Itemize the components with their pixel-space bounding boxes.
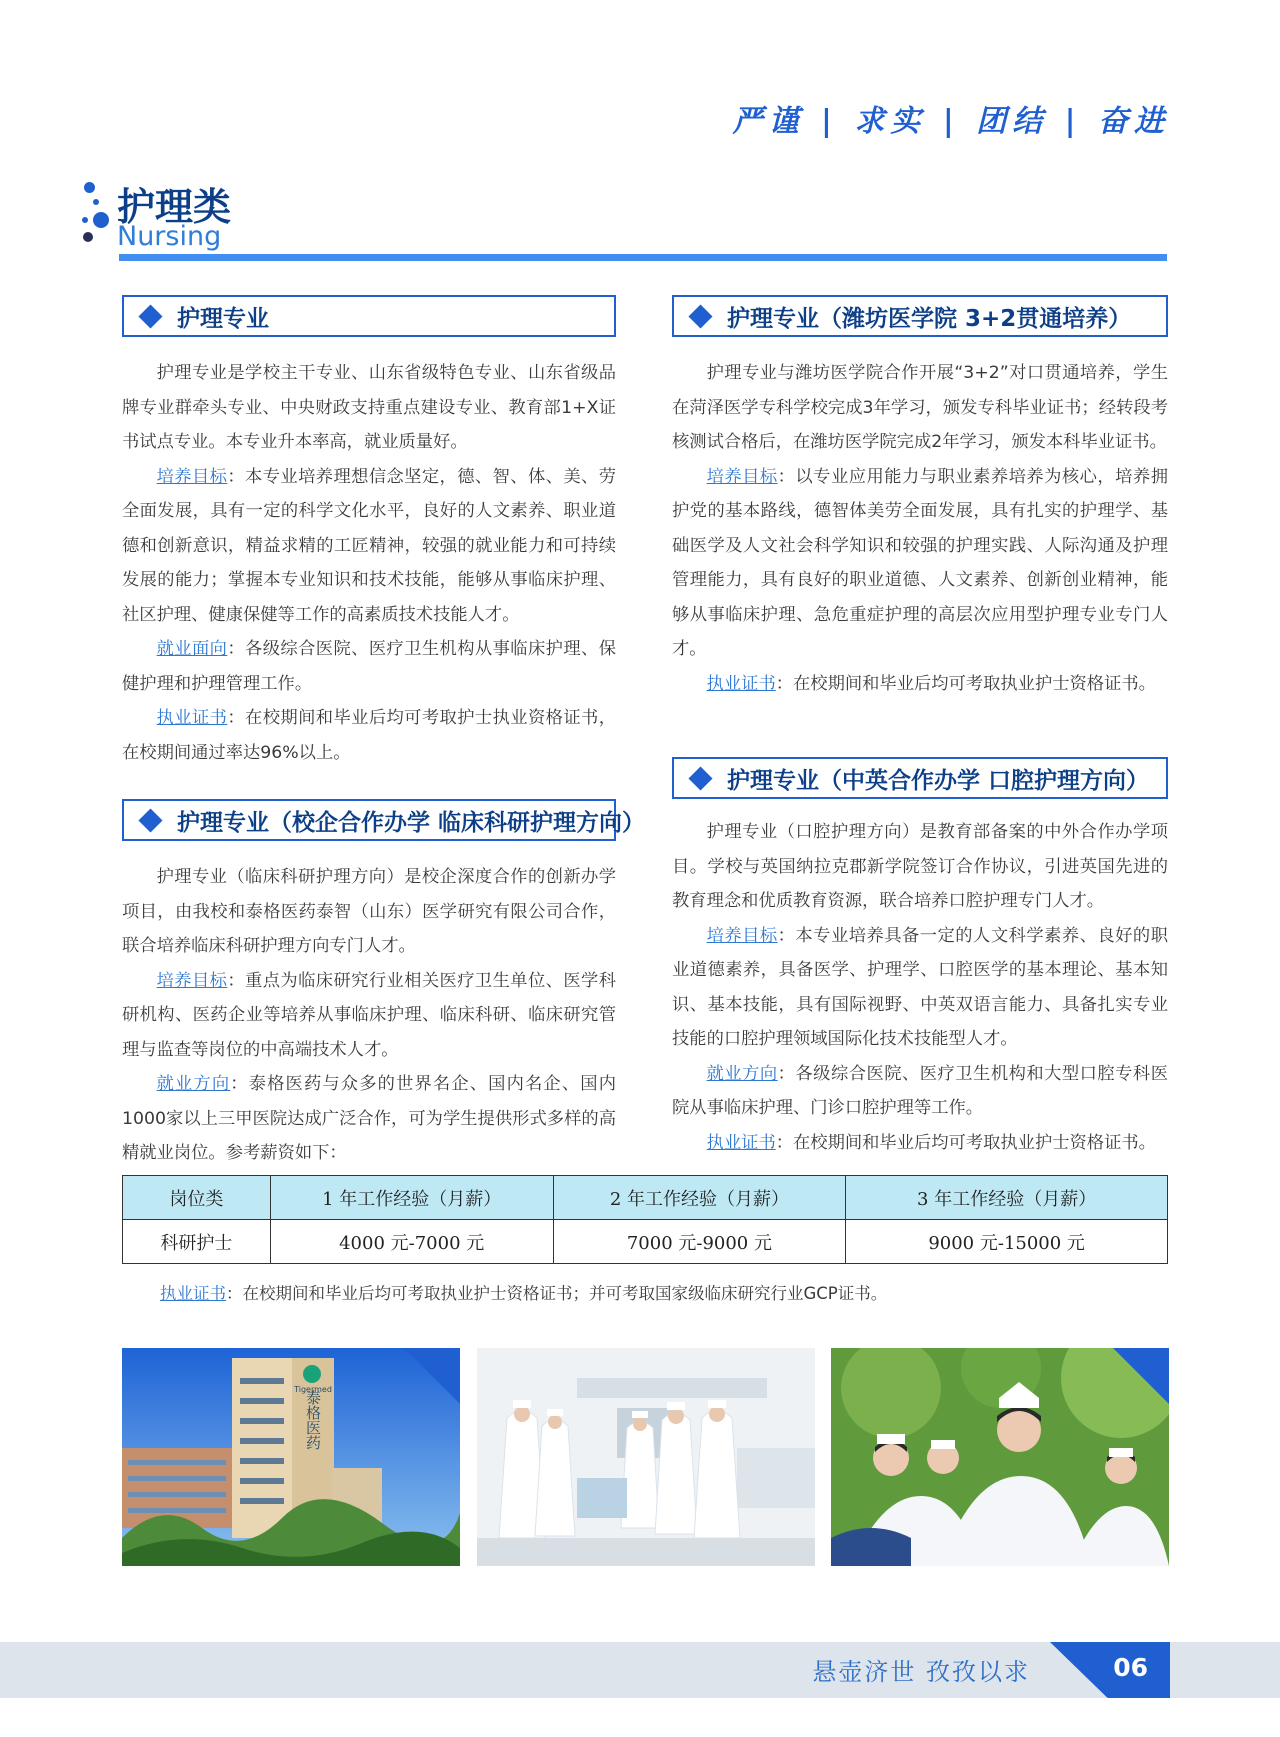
section-title: 护理专业（校企合作办学 临床科研护理方向） [177, 809, 646, 836]
training-goal: 培养目标：本专业培养理想信念坚定，德、智、体、美、劳全面发展，具有一定的科学文化水平，良好的人文素养、职业道德和创新意识，精益求精的工匠精神，较强的就业能力和可持续发展的能力；掌握本专业知识和技术技能，能够从事临床护理、社区护理、健康保健等工作的高素质技术技能人才。 [122, 466, 616, 625]
section-body-weifang [672, 356, 1168, 701]
employment: 就业方向：各级综合医院、医疗卫生机构和大型口腔专科医院从事临床护理、门诊口腔护理等工作。 [672, 1063, 1168, 1118]
employment-label: 就业方向 [706, 1063, 778, 1084]
employment-label: 就业面向 [156, 639, 228, 659]
photo-corner-accent [404, 1348, 460, 1404]
page-footer [0, 1642, 1280, 1698]
section-title: 护理专业 [177, 305, 269, 332]
page-motto: 严谨 | 求实 | 团结 | 奋进 [732, 104, 1170, 139]
page-number: 06 [1113, 1653, 1148, 1682]
certificate-label: 执业证书 [706, 673, 776, 694]
diamond-icon [138, 304, 162, 328]
photo-nursing-training [477, 1348, 815, 1566]
table-cell: 4000 元-7000 元 [270, 1220, 553, 1264]
table-certificate-note: 执业证书：在校期间和毕业后均可考取执业护士资格证书；并可考取国家级临床研究行业GCP证书。 [160, 1284, 888, 1303]
building-sign: 泰格医药 [304, 1390, 322, 1450]
title-divider [119, 254, 1167, 261]
section-body-clinical-research [122, 860, 616, 1171]
training-goal-label: 培养目标 [706, 466, 778, 487]
training-goal: 培养目标：重点为临床研究行业相关医疗卫生单位、医学科研机构、医药企业等培养从事临床护理、临床科研、临床研究管理与监查等岗位的中高端技术人才。 [122, 970, 616, 1060]
decorative-dots-icon [80, 182, 120, 252]
table-header-row [123, 1176, 1168, 1220]
training-goal: 培养目标：本专业培养具备一定的人文科学素养、良好的职业道德素养，具备医学、护理学、口腔医学的基本理论、基本知识、基本技能，具有国际视野、中英双语言能力、具备扎实专业技能的口腔护理领域国际化技术技能型人才。 [672, 925, 1168, 1049]
table-row [123, 1220, 1168, 1264]
employment: 就业方向：泰格医药与众多的世界名企、国内名企、国内1000家以上三甲医院达成广泛合作，可为学生提供形式多样的高精就业岗位。参考薪资如下： [122, 1074, 616, 1163]
section-body-sino-british [672, 815, 1168, 1160]
section-header-sino-british [672, 757, 1168, 799]
section-header-nursing [122, 295, 616, 337]
section-title: 护理专业（中英合作办学 口腔护理方向） [727, 767, 1150, 794]
photo-corner-accent [1113, 1348, 1169, 1404]
certificate-label: 执业证书 [160, 1284, 226, 1303]
training-goal-label: 培养目标 [156, 466, 228, 487]
employment: 就业面向：各级综合医院、医疗卫生机构从事临床护理、保健护理和护理管理工作。 [122, 639, 616, 694]
certificate-label: 执业证书 [156, 708, 228, 728]
building-logo: Tigermed [294, 1385, 332, 1394]
table-cell: 9000 元-15000 元 [846, 1220, 1168, 1264]
training-goal: 培养目标：以专业应用能力与职业素养培养为核心，培养拥护党的基本路线，德智体美劳全面发展，具有扎实的护理学、基础医学及人文社会科学知识和较强的护理实践、人际沟通及护理管理能力，具有良好的职业道德、人文素养、创新创业精神，能够从事临床护理、急危重症护理的高层次应用型护理专业专门人才。 [672, 466, 1168, 659]
diamond-icon [688, 766, 712, 790]
section-title: 护理专业（潍坊医学院 3+2贯通培养） [727, 305, 1132, 332]
table-header-cell: 2 年工作经验（月薪） [553, 1176, 846, 1220]
section-header-weifang [672, 295, 1168, 337]
section-intro: 护理专业（口腔护理方向）是教育部备案的中外合作办学项目。学校与英国纳拉克郡新学院签订合作协议，引进英国先进的教育理念和优质教育资源，联合培养口腔护理专门人才。 [672, 822, 1168, 911]
certificate-label: 执业证书 [706, 1132, 776, 1153]
footer-slogan: 悬壶济世 孜孜以求 [812, 1658, 1030, 1686]
page-number-tab [1050, 1642, 1170, 1698]
category-subtitle: Nursing [117, 221, 222, 252]
photo-tigermed-building [122, 1348, 460, 1566]
certificate: 执业证书：在校期间和毕业后均可考取执业护士资格证书。 [706, 1132, 1156, 1153]
training-goal-label: 培养目标 [706, 925, 778, 946]
certificate: 执业证书：在校期间和毕业后均可考取执业护士资格证书。 [706, 673, 1156, 694]
employment-label: 就业方向 [156, 1074, 231, 1094]
section-intro: 护理专业与潍坊医学院合作开展“3+2”对口贯通培养，学生在菏泽医学专科学校完成3年学习，颁发专科毕业证书；经转段考核测试合格后，在潍坊医学院完成2年学习，颁发本科毕业证书。 [672, 363, 1168, 452]
section-intro: 护理专业是学校主干专业、山东省级特色专业、山东省级品牌专业群牵头专业、中央财政支持重点建设专业、教育部1+X证书试点专业。本专业升本率高，就业质量好。 [122, 363, 616, 452]
section-intro: 护理专业（临床科研护理方向）是校企深度合作的创新办学项目，由我校和泰格医药泰智（山东）医学研究有限公司合作，联合培养临床科研护理方向专门人才。 [122, 867, 616, 956]
salary-table [122, 1175, 1168, 1264]
diamond-icon [138, 808, 162, 832]
training-goal-label: 培养目标 [156, 970, 228, 991]
table-header-cell: 1 年工作经验（月薪） [270, 1176, 553, 1220]
category-title: 护理类 [117, 185, 232, 229]
table-header-cell: 3 年工作经验（月薪） [846, 1176, 1168, 1220]
certificate: 执业证书：在校期间和毕业后均可考取护士执业资格证书，在校期间通过率达96%以上。 [122, 708, 616, 763]
table-cell: 7000 元-9000 元 [553, 1220, 846, 1264]
training-room-illustration [477, 1348, 815, 1566]
diamond-icon [688, 304, 712, 328]
photo-nurses-outdoor [831, 1348, 1169, 1566]
table-header-cell: 岗位类 [123, 1176, 271, 1220]
section-body-nursing [122, 356, 616, 770]
section-header-clinical-research [122, 799, 646, 841]
table-cell: 科研护士 [123, 1220, 271, 1264]
